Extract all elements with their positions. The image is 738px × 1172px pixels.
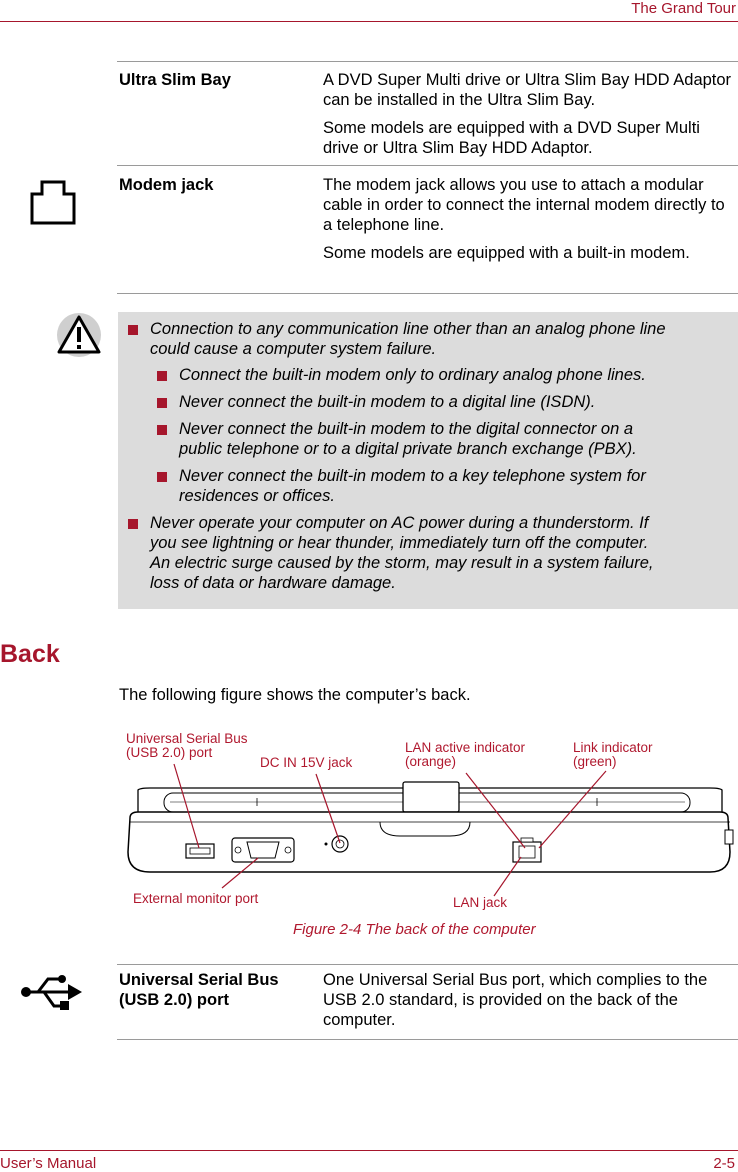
footer-rule: [0, 1150, 738, 1151]
leader-lines: [0, 700, 738, 920]
header-rule: [0, 21, 738, 22]
desc-paragraph: One Universal Serial Bus port, which complies to the USB 2.0 standard, is provided on the back of the computer.: [323, 971, 708, 1029]
label-dc-in: DC IN 15V jack: [260, 755, 353, 770]
warning-text: Never operate your computer on AC power during a thunderstorm. If: [150, 514, 649, 532]
footer-manual-name: User’s Manual: [0, 1155, 97, 1172]
warning-text: residences or offices.: [179, 487, 335, 505]
term-modem-jack: Modem jack: [119, 176, 214, 194]
label-line: (orange): [405, 754, 457, 769]
term-ultra-slim-bay: Ultra Slim Bay: [119, 71, 231, 89]
term-line: Universal Serial Bus: [119, 971, 279, 989]
table-rule: [117, 293, 738, 294]
warning-text: Connection to any communication line other than an analog phone line: [150, 320, 666, 338]
desc-paragraph: Some models are equipped with a DVD Super Multi drive or Ultra Slim Bay HDD Adaptor.: [323, 119, 700, 157]
section-title: Back: [0, 640, 60, 668]
desc-ultra-slim-bay: [323, 70, 733, 166]
bullet: [157, 472, 167, 482]
label-line: LAN active indicator: [405, 740, 526, 755]
bullet: [128, 325, 138, 335]
running-header: The Grand Tour: [631, 0, 736, 17]
warning-icon: [55, 312, 103, 358]
warning-text: Never connect the built-in modem to a key telephone system for: [179, 467, 646, 485]
page-number: 2-5: [713, 1155, 735, 1172]
label-line: Universal Serial Bus: [126, 731, 248, 746]
modem-jack-icon: [30, 176, 76, 226]
table-rule: [117, 1039, 738, 1040]
desc-paragraph: The modem jack allows you use to attach a modular cable in order to connect the internal modem directly to a telephone line.: [323, 176, 725, 234]
table-rule: [117, 165, 738, 166]
table-rule: [117, 964, 738, 965]
table-rule: [117, 61, 738, 62]
usb-icon: [20, 972, 85, 1014]
label-external-monitor: External monitor port: [133, 891, 259, 906]
warning-text: you see lightning or hear thunder, immediately turn off the computer.: [150, 534, 649, 552]
warning-text: Never connect the built-in modem to the digital connector on a: [179, 420, 634, 438]
bullet: [157, 425, 167, 435]
desc-paragraph: A DVD Super Multi drive or Ultra Slim Bay HDD Adaptor can be installed in the Ultra Slim Bay.: [323, 71, 732, 109]
warning-text: An electric surge caused by the storm, may result in a system failure,: [150, 554, 654, 572]
bullet: [128, 519, 138, 529]
label-line: (USB 2.0) port: [126, 745, 213, 760]
warning-text: public telephone or to a digital private branch exchange (PBX).: [179, 440, 637, 458]
desc-modem-jack: [323, 175, 733, 271]
intro-text: The following figure shows the computer’s back.: [119, 686, 471, 704]
label-line: (green): [573, 754, 617, 769]
bullet: [157, 371, 167, 381]
figure-caption: Figure 2-4 The back of the computer: [293, 921, 536, 938]
warning-text: Never connect the built-in modem to a digital line (ISDN).: [179, 393, 596, 411]
term-usb: [119, 970, 279, 1010]
desc-paragraph: Some models are equipped with a built-in modem.: [323, 244, 690, 262]
warning-text: Connect the built-in modem only to ordinary analog phone lines.: [179, 366, 646, 384]
warning-text: could cause a computer system failure.: [150, 340, 437, 358]
desc-usb: [323, 970, 733, 1038]
label-lan-jack: LAN jack: [453, 895, 508, 910]
label-line: Link indicator: [573, 740, 653, 755]
warning-text: loss of data or hardware damage.: [150, 574, 396, 592]
bullet: [157, 398, 167, 408]
term-line: (USB 2.0) port: [119, 991, 230, 1009]
